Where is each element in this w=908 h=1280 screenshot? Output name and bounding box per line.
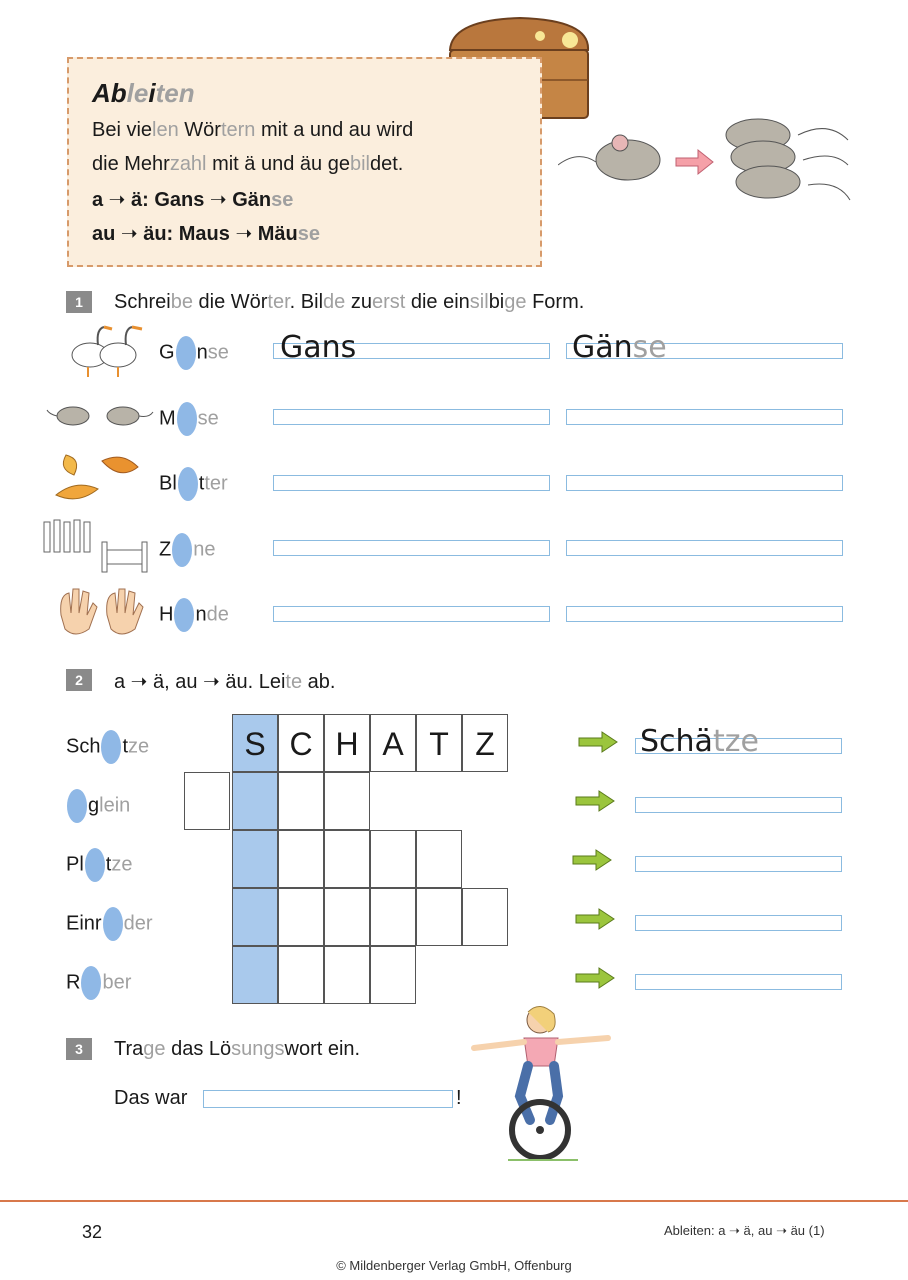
- fences-illustration: [42, 516, 154, 576]
- page-number: 32: [82, 1222, 103, 1242]
- task-2-instruction: a ➝ ä, au ➝ äu. Leite ab.: [114, 671, 336, 693]
- plural-answer-line-4[interactable]: [566, 540, 843, 556]
- footer-rule: [0, 1200, 908, 1202]
- rule-example-gans: a ➝ ä: Gans ➝ Gänse: [92, 189, 294, 211]
- arrow-right-icon: [575, 790, 615, 812]
- task-1-instruction: Schreibe die Wörter. Bilde zuerst die einsilbige Form.: [114, 291, 585, 313]
- plural-answer-line-3[interactable]: [635, 856, 842, 872]
- grid-cell[interactable]: [462, 888, 508, 946]
- plural-answer-line-2[interactable]: [635, 797, 842, 813]
- leaves-illustration: [52, 445, 144, 505]
- plural-answer-line-4[interactable]: [635, 915, 842, 931]
- blank-oval[interactable]: [85, 848, 105, 882]
- blank-oval[interactable]: [101, 730, 121, 764]
- arrow-right-icon: [572, 849, 612, 871]
- blank-oval[interactable]: [174, 598, 194, 632]
- arrow-right-icon: [575, 908, 615, 930]
- grid-cell[interactable]: [370, 946, 416, 1004]
- task1-word-3: Bl tter: [159, 467, 228, 501]
- plural-answer-line-5[interactable]: [635, 974, 842, 990]
- grid-cell[interactable]: [324, 830, 370, 888]
- blank-oval[interactable]: [103, 907, 123, 941]
- example-answer-singular: Gans: [280, 330, 357, 365]
- task1-word-4: Z ne: [159, 533, 215, 567]
- grid-cell[interactable]: Z: [462, 714, 508, 772]
- task2-word-2: glein: [66, 789, 130, 823]
- plural-answer-line-3[interactable]: [566, 475, 843, 491]
- task-3-instruction: Trage das Lösungswort ein.: [114, 1038, 361, 1060]
- grid-cell[interactable]: C: [278, 714, 324, 772]
- grid-cell[interactable]: [278, 830, 324, 888]
- singular-answer-line-3[interactable]: [273, 475, 550, 491]
- task2-word-5: R ber: [66, 966, 131, 1000]
- rule-example-maus: au ➝ äu: Maus ➝ Mäuse: [92, 223, 321, 245]
- grid-cell[interactable]: [184, 772, 230, 830]
- grid-cell[interactable]: [416, 830, 462, 888]
- blank-oval[interactable]: [81, 966, 101, 1000]
- grid-cell-solution[interactable]: [232, 888, 278, 946]
- task-2-number: 2: [66, 669, 92, 691]
- grid-cell[interactable]: [324, 772, 370, 830]
- grid-cell[interactable]: [324, 888, 370, 946]
- task-1-number: 1: [66, 291, 92, 313]
- plural-answer-line-5[interactable]: [566, 606, 843, 622]
- rule-title: Ableiten: [92, 78, 195, 108]
- plural-answer-line-2[interactable]: [566, 409, 843, 425]
- grid-cell[interactable]: [278, 888, 324, 946]
- task2-word-1: Sch tze: [66, 730, 149, 764]
- example-answer-plural: Schätze: [640, 724, 759, 759]
- blank-oval[interactable]: [177, 402, 197, 436]
- geese-illustration: [68, 323, 158, 379]
- grid-cell[interactable]: [278, 772, 324, 830]
- footer-topic: Ableiten: a ➝ ä, au ➝ äu (1): [664, 1223, 825, 1238]
- grid-cell[interactable]: [370, 888, 416, 946]
- grid-cell-solution[interactable]: [232, 772, 278, 830]
- grid-cell[interactable]: S: [232, 714, 278, 772]
- task1-word-5: H nde: [159, 598, 229, 632]
- singular-answer-line-5[interactable]: [273, 606, 550, 622]
- blank-oval[interactable]: [67, 789, 87, 823]
- copyright: © Mildenberger Verlag GmbH, Offenburg: [336, 1258, 572, 1273]
- mice-small-illustration: [45, 400, 155, 432]
- task1-word-2: M se: [159, 402, 219, 436]
- rule-line-1: Bei vielen Wörtern mit a und au wird: [92, 119, 414, 141]
- task1-word-1: G nse: [159, 336, 229, 370]
- solution-suffix: !: [456, 1087, 462, 1109]
- grid-cell-solution[interactable]: [232, 946, 278, 1004]
- grid-cell-solution[interactable]: [232, 830, 278, 888]
- blank-oval[interactable]: [172, 533, 192, 567]
- grid-cell[interactable]: [324, 946, 370, 1004]
- task2-word-4: Einr der: [66, 907, 152, 941]
- solution-prefix: Das war: [114, 1087, 188, 1109]
- solution-word-input[interactable]: [203, 1090, 453, 1108]
- hands-illustration: [55, 585, 147, 639]
- task2-word-3: Pl tze: [66, 848, 132, 882]
- unicycle-girl-illustration: [468, 1000, 613, 1165]
- grid-cell[interactable]: [278, 946, 324, 1004]
- example-answer-plural: Gänse: [572, 330, 667, 365]
- task-3-number: 3: [66, 1038, 92, 1060]
- grid-cell[interactable]: H: [324, 714, 370, 772]
- grid-cell[interactable]: [416, 888, 462, 946]
- grid-cell[interactable]: T: [416, 714, 462, 772]
- arrow-right-icon: [578, 731, 618, 753]
- singular-answer-line-4[interactable]: [273, 540, 550, 556]
- mice-illustration: [558, 110, 853, 210]
- grid-cell[interactable]: A: [370, 714, 416, 772]
- singular-answer-line-2[interactable]: [273, 409, 550, 425]
- grid-cell[interactable]: [370, 830, 416, 888]
- rule-line-2: die Mehrzahl mit ä und äu gebildet.: [92, 153, 404, 175]
- blank-oval[interactable]: [178, 467, 198, 501]
- arrow-right-icon: [575, 967, 615, 989]
- blank-oval[interactable]: [176, 336, 196, 370]
